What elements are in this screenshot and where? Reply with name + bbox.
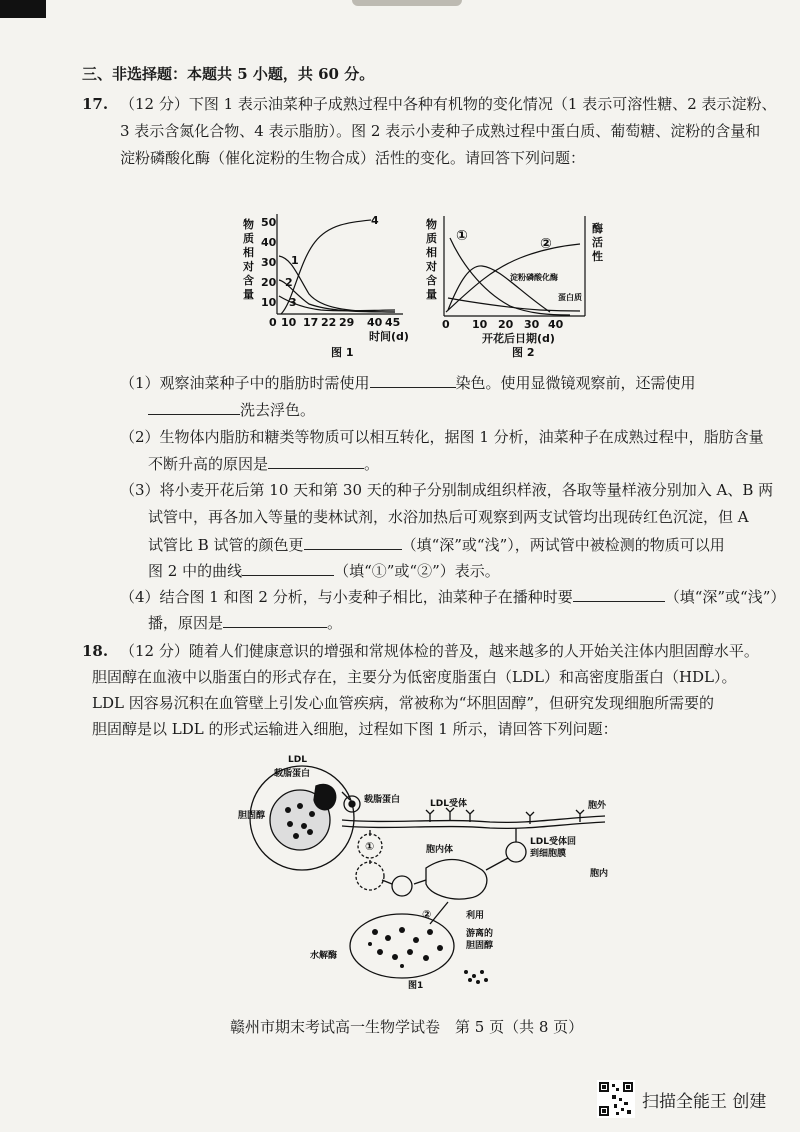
label-free-2: 胆固醇 [466, 941, 494, 951]
label-step-2: ② [422, 908, 432, 921]
section-title: 三、非选择题：本题共 5 小题，共 60 分。 [82, 65, 375, 83]
cell-membrane-top [342, 816, 605, 822]
q18-figure-1 [230, 752, 630, 992]
q17-sub3-text-c1: 试管比 B 试管的颜色更 [148, 536, 304, 554]
q17-sub2-text-c: 。 [364, 455, 380, 473]
q17-sub3-blank-2[interactable] [242, 560, 334, 576]
fig2-marker-1: ① [456, 228, 468, 244]
fig1-ylabel-1: 质 [243, 232, 254, 245]
label-apo-1: 载脂蛋白 [274, 769, 311, 779]
scan-top-shadow [352, 0, 462, 6]
fig2-xtick-10: 10 [472, 318, 488, 331]
q17-sub3-line4 [148, 560, 500, 581]
q17-sub1-line2 [148, 399, 315, 420]
q17-sub1-text-b: 染色。使用显微镜观察前，还需使用 [455, 374, 696, 392]
label-free-1: 游离的 [466, 929, 494, 939]
fig1-xtick-45: 45 [385, 316, 401, 329]
fig2-y2label-2: 性 [592, 250, 603, 263]
page-footer: 赣州市期末考试高一生物学试卷 第 5 页（共 8 页） [230, 1018, 584, 1036]
fig1-ylabel-5: 量 [243, 288, 254, 301]
qr-code-icon [597, 1080, 635, 1118]
q17-sub2-blank[interactable] [268, 453, 364, 469]
q18-line-3: LDL 因容易沉积在血管壁上引发心血管疾病，常被称为“坏胆固醇”，但研究发现细胞所需要的 [92, 694, 715, 712]
label-enzyme: 水解酶 [310, 951, 338, 961]
fig2-xtick-30: 30 [524, 318, 540, 331]
fig1-xtick-29: 29 [339, 316, 355, 329]
vesicle-3 [392, 876, 412, 896]
fig1-ytick-30: 30 [261, 256, 277, 269]
label-receptor: LDL受体 [430, 799, 467, 809]
q17-sub2-line1: （2）生物体内脂肪和糖类等物质可以相互转化，据图 1 分析，油菜种子在成熟过程中，脂肪含量 [120, 428, 764, 446]
label-recycle-1: LDL受体回 [530, 837, 576, 847]
label-use: 利用 [466, 911, 485, 921]
q17-sub4-text-a1: （4）结合图 1 和图 2 分析，与小麦种子相比，油菜种子在播种时要 [120, 588, 573, 606]
fig2-ylabel-2: 相 [426, 246, 437, 259]
label-cholesterol: 胆固醇 [238, 811, 266, 821]
scanner-watermark: 扫描全能王 创建 [642, 1092, 767, 1112]
fig1-curve-label-2: 2 [285, 276, 293, 289]
q17-sub1-text-a: （1）观察油菜种子中的脂肪时需使用 [120, 374, 370, 392]
label-apo-2: 载脂蛋白 [364, 795, 401, 805]
fig1-ylabel-2: 相 [243, 246, 254, 259]
fig2-ylabel-3: 对 [426, 260, 437, 273]
fig1-xtick-17: 17 [303, 316, 319, 329]
fig2-marker-2: ② [540, 236, 552, 252]
fig1-xlabel: 时间(d) [369, 330, 409, 343]
q17-sub3-text-c2: （填“深”或“浅”），两试管中被检测的物质可以用 [401, 536, 725, 554]
fig1-xtick-10: 10 [281, 316, 297, 329]
q17-figure-1 [225, 210, 415, 360]
q17-line-2: 3 表示含氮化合物、4 表示脂肪）。图 2 表示小麦种子成熟过程中蛋白质、葡萄糖、淀粉的含量和 [120, 122, 761, 140]
label-step-1: ① [365, 840, 375, 853]
q17-sub3-text-d1: 图 2 中的曲线 [148, 562, 243, 580]
fig2-xlabel: 开花后日期(d) [482, 332, 555, 345]
label-outside: 胞外 [588, 801, 607, 811]
fig1-ytick-20: 20 [261, 276, 277, 289]
label-endosome: 胞内体 [426, 845, 454, 855]
fig2-ylabel-4: 含 [426, 274, 437, 287]
fig2-ylabel-1: 质 [426, 232, 437, 245]
receptor-3 [466, 810, 474, 822]
fig2-caption: 图 2 [512, 346, 535, 359]
fig2-ylabel-5: 量 [426, 288, 437, 301]
fig1-ytick-40: 40 [261, 236, 277, 249]
q18-line-1: （12 分）随着人们健康意识的增强和常规体检的普及，越来越多的人开始关注体内胆固醇水平。 [120, 642, 759, 660]
q17-line-3: 淀粉磷酸化酶（催化淀粉的生物合成）活性的变化。请回答下列问题： [120, 149, 586, 167]
fig1-ylabel-3: 对 [243, 260, 254, 273]
fig1-ylabel-4: 含 [243, 274, 254, 287]
vesicle-2 [356, 862, 384, 890]
q17-sub4-line2 [148, 612, 342, 633]
fig2-xtick-20: 20 [498, 318, 514, 331]
arrow-3 [382, 880, 392, 884]
q17-sub2-text-b: 不断升高的原因是 [148, 455, 269, 473]
q18-number: 18. [82, 642, 109, 660]
recycle-vesicle [506, 842, 526, 862]
fig2-ylabel-0: 物 [426, 218, 437, 231]
fig1-ytick-10: 10 [261, 296, 277, 309]
fig1-caption: 图 1 [331, 346, 354, 359]
scan-corner-mark [0, 0, 46, 18]
q17-sub3-line1: （3）将小麦开花后第 10 天和第 30 天的种子分别制成组织样液，各取等量样液分别加入 A、B 两 [120, 481, 774, 499]
fig1-ytick-50: 50 [261, 216, 277, 229]
q17-sub1-blank-2[interactable] [148, 399, 240, 415]
label-inside: 胞内 [590, 869, 609, 879]
q17-sub1-text-c: 洗去浮色。 [240, 401, 316, 419]
q17-line-1: （12 分）下图 1 表示油菜种子成熟过程中各种有机物的变化情况（1 表示可溶性糖、2 表示淀粉、 [120, 95, 777, 113]
fig2-y2label-1: 活 [592, 236, 603, 249]
label-recycle-2: 到细胞膜 [530, 849, 567, 859]
q17-sub2-line2 [148, 453, 379, 474]
q17-sub1 [120, 372, 696, 393]
q18-figure-caption: 图1 [408, 981, 424, 991]
endosome [426, 859, 487, 899]
q17-sub1-blank-1[interactable] [370, 372, 456, 388]
q18-line-2: 胆固醇在血液中以脂蛋白的形式存在，主要分为低密度脂蛋白（LDL）和高密度脂蛋白（HDL）。 [92, 668, 737, 686]
fig1-curve-label-4: 4 [371, 214, 379, 227]
fig2-label-enzyme: 淀粉磷酸化酶 [510, 273, 558, 282]
ldl-apolipoprotein [314, 784, 336, 809]
fig1-xtick-22: 22 [321, 316, 337, 329]
fig2-y2label-0: 酶 [592, 222, 603, 235]
q17-sub3-text-d2: （填“①”或“②”）表示。 [334, 562, 500, 580]
fig1-xtick-0: 0 [269, 316, 277, 329]
q17-sub3-line3 [148, 534, 725, 555]
receptor-5 [576, 810, 584, 822]
q18-line-4: 胆固醇是以 LDL 的形式运输进入细胞，过程如下图 1 所示，请回答下列问题： [92, 720, 618, 738]
cell-membrane-bottom [342, 822, 605, 828]
q17-sub4-text-b: 播，原因是 [148, 614, 224, 632]
q17-figure-2 [420, 210, 620, 360]
fig2-xtick-0: 0 [442, 318, 450, 331]
fig1-xtick-40: 40 [367, 316, 383, 329]
fig1-curve-label-3: 3 [289, 296, 297, 309]
arrow-4 [414, 880, 426, 884]
q17-number: 17. [82, 95, 109, 113]
q17-sub3-line2: 试管中，再各加入等量的斐林试剂，水浴加热后可观察到两支试管均出现砖红色沉淀，但 A [148, 508, 749, 526]
arrow-5 [486, 858, 508, 870]
q17-sub4-text-c: 。 [327, 614, 343, 632]
q17-sub3-blank-1[interactable] [304, 534, 402, 550]
fig2-label-protein: 蛋白质 [558, 293, 582, 302]
fig2-xtick-40: 40 [548, 318, 564, 331]
label-ldl: LDL [288, 755, 307, 765]
fig1-ylabel-0: 物 [243, 218, 254, 231]
q17-sub4-text-a2: （填“深”或“浅”） [664, 588, 786, 606]
q17-sub4-blank-1[interactable] [573, 586, 665, 602]
q17-sub4-blank-2[interactable] [223, 612, 327, 628]
receptor-2 [446, 808, 454, 820]
fig1-curve-label-1: 1 [291, 254, 299, 267]
q17-sub4-line1 [120, 586, 785, 607]
apo-core [349, 801, 355, 807]
